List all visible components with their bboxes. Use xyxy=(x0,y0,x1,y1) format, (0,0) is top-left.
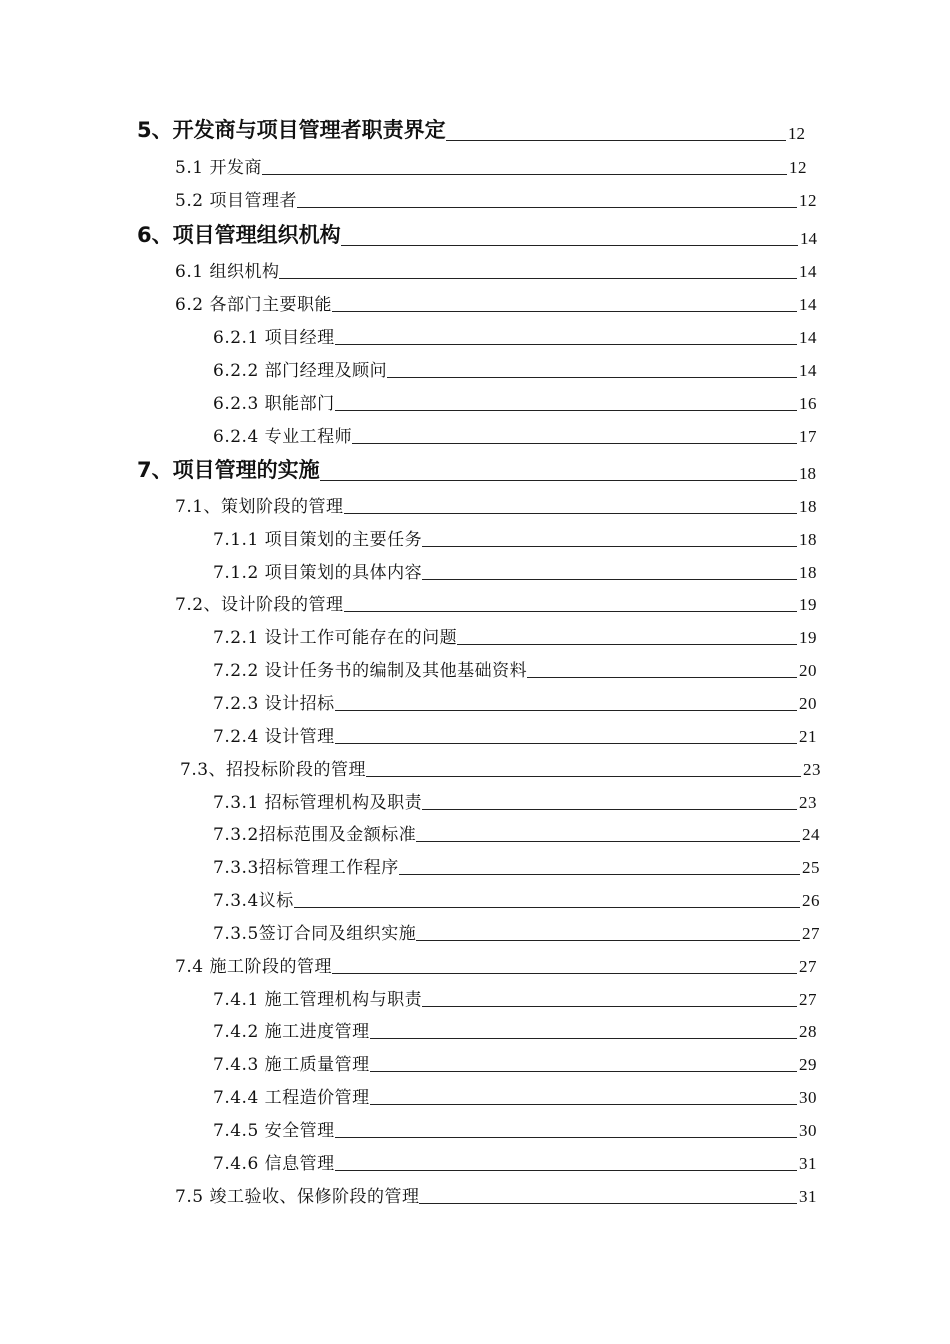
toc-page-number: 21 xyxy=(799,727,817,746)
toc-page-number: 20 xyxy=(799,694,817,713)
toc-page-number: 14 xyxy=(800,229,817,248)
toc-entry-label: 7.4.6 信息管理 xyxy=(213,1154,335,1174)
toc-leader-line xyxy=(366,776,801,777)
toc-entry-7-4[interactable] xyxy=(175,951,817,977)
toc-page-number: 28 xyxy=(799,1022,817,1041)
toc-entry-label: 7.4.5 安全管理 xyxy=(213,1121,335,1141)
toc-page-number: 18 xyxy=(799,530,817,549)
toc-entry-7-2-4[interactable] xyxy=(213,721,817,747)
toc-entry-label: 6.1 组织机构 xyxy=(175,262,280,282)
toc-leader-line xyxy=(279,278,797,279)
toc-page-number: 31 xyxy=(799,1187,817,1206)
toc-page-number: 30 xyxy=(799,1121,817,1140)
toc-entry-5-2[interactable] xyxy=(175,185,817,211)
toc-entry-5[interactable] xyxy=(137,114,805,144)
toc-entry-7-5[interactable] xyxy=(175,1181,817,1207)
toc-page-number: 27 xyxy=(799,990,817,1009)
toc-leader-line xyxy=(341,245,798,246)
toc-entry-7-1-2[interactable] xyxy=(213,557,817,583)
toc-entry-7-2-3[interactable] xyxy=(213,688,817,714)
toc-entry-label: 6.2.4 专业工程师 xyxy=(213,427,353,447)
toc-entry-label: 7.1.1 项目策划的主要任务 xyxy=(213,530,423,550)
toc-leader-line xyxy=(335,1137,797,1138)
toc-page-number: 30 xyxy=(799,1088,817,1107)
toc-leader-line xyxy=(344,611,797,612)
toc-page-number: 23 xyxy=(799,793,817,812)
toc-page-number: 18 xyxy=(799,464,816,483)
toc-leader-line xyxy=(335,743,797,744)
toc-entry-label: 6.2.2 部门经理及顾问 xyxy=(213,361,388,381)
toc-leader-line xyxy=(320,480,797,481)
toc-leader-line xyxy=(416,940,800,941)
toc-page-number: 25 xyxy=(802,858,820,877)
toc-leader-line xyxy=(370,1071,797,1072)
toc-entry-label: 7.1、策划阶段的管理 xyxy=(175,497,344,517)
toc-page-number: 12 xyxy=(788,124,805,143)
toc-entry-label: 7.3.4议标 xyxy=(213,891,294,911)
toc-entry-6-2-4[interactable] xyxy=(213,421,817,447)
toc-entry-label: 7.2、设计阶段的管理 xyxy=(175,595,344,615)
toc-entry-7-3-1[interactable] xyxy=(213,787,817,813)
toc-entry-label: 7.3.5签订合同及组织实施 xyxy=(213,924,417,944)
toc-page-number: 12 xyxy=(799,191,817,210)
toc-page-number: 18 xyxy=(799,563,817,582)
toc-entry-7[interactable] xyxy=(137,454,816,484)
toc-leader-line xyxy=(262,174,787,175)
toc-page-number: 26 xyxy=(802,891,820,910)
toc-entry-7-4-5[interactable] xyxy=(213,1115,817,1141)
toc-entry-7-4-2[interactable] xyxy=(213,1016,817,1042)
toc-entry-label: 7.3.2招标范围及金额标准 xyxy=(213,825,417,845)
toc-leader-line xyxy=(422,579,797,580)
toc-page-number: 20 xyxy=(799,661,817,680)
toc-entry-7-1[interactable] xyxy=(175,491,817,517)
toc-entry-label: 5、开发商与项目管理者职责界定 xyxy=(137,118,446,142)
toc-page-number: 14 xyxy=(799,361,817,380)
toc-entry-6-2[interactable] xyxy=(175,289,817,315)
toc-leader-line xyxy=(335,1170,797,1171)
toc-entry-7-4-4[interactable] xyxy=(213,1082,817,1108)
toc-entry-6[interactable] xyxy=(137,219,817,249)
toc-entry-7-2-2[interactable] xyxy=(213,655,817,681)
toc-entry-7-3-5[interactable] xyxy=(213,918,820,944)
toc-entry-7-3-2[interactable] xyxy=(213,819,820,845)
toc-leader-line xyxy=(335,344,797,345)
toc-entry-label: 7.3.1 招标管理机构及职责 xyxy=(213,793,423,813)
toc-entry-6-2-2[interactable] xyxy=(213,355,817,381)
toc-page-number: 19 xyxy=(799,595,817,614)
toc-leader-line xyxy=(370,1038,797,1039)
toc-entry-label: 7.2.4 设计管理 xyxy=(213,727,335,747)
toc-entry-label: 5.2 项目管理者 xyxy=(175,191,297,211)
toc-entry-label: 7.2.1 设计工作可能存在的问题 xyxy=(213,628,458,648)
toc-entry-7-3-3[interactable] xyxy=(213,852,820,878)
toc-entry-label: 6.2.3 职能部门 xyxy=(213,394,335,414)
toc-leader-line xyxy=(332,973,797,974)
toc-entry-7-4-1[interactable] xyxy=(213,984,817,1010)
toc-entry-label: 5.1 开发商 xyxy=(175,158,262,178)
toc-entry-label: 7.4.3 施工质量管理 xyxy=(213,1055,370,1075)
toc-entry-label: 6、项目管理组织机构 xyxy=(137,223,341,247)
toc-leader-line xyxy=(422,809,797,810)
toc-entry-label: 7、项目管理的实施 xyxy=(137,458,320,482)
toc-leader-line xyxy=(419,1203,797,1204)
toc-page-number: 27 xyxy=(802,924,820,943)
toc-leader-line xyxy=(297,207,797,208)
toc-entry-7-3-4[interactable] xyxy=(213,885,820,911)
toc-entry-label: 7.2.3 设计招标 xyxy=(213,694,335,714)
toc-page-number: 23 xyxy=(803,760,821,779)
toc-page-number: 19 xyxy=(799,628,817,647)
toc-leader-line xyxy=(457,644,797,645)
toc-page-number: 14 xyxy=(799,262,817,281)
toc-entry-label: 7.2.2 设计任务书的编制及其他基础资料 xyxy=(213,661,528,681)
toc-entry-label: 7.3.3招标管理工作程序 xyxy=(213,858,399,878)
toc-page-number: 12 xyxy=(789,158,807,177)
toc-leader-line xyxy=(344,513,797,514)
toc-entry-7-2[interactable] xyxy=(175,589,817,615)
toc-page-number: 17 xyxy=(799,427,817,446)
toc-page-number: 18 xyxy=(799,497,817,516)
toc-leader-line xyxy=(399,874,800,875)
toc-page-number: 31 xyxy=(799,1154,817,1173)
toc-leader-line xyxy=(446,140,786,141)
toc-entry-7-4-3[interactable] xyxy=(213,1049,817,1075)
toc-page-number: 14 xyxy=(799,328,817,347)
toc-entry-6-2-1[interactable] xyxy=(213,322,817,348)
toc-entry-5-1[interactable] xyxy=(175,152,807,178)
toc-leader-line xyxy=(332,311,797,312)
toc-entry-6-2-3[interactable] xyxy=(213,388,817,414)
toc-entry-7-2-1[interactable] xyxy=(213,622,817,648)
toc-entry-6-1[interactable] xyxy=(175,256,817,282)
toc-leader-line xyxy=(294,907,800,908)
toc-leader-line xyxy=(387,377,797,378)
toc-leader-line xyxy=(335,710,797,711)
toc-leader-line xyxy=(527,677,797,678)
toc-entry-7-3[interactable] xyxy=(180,754,821,780)
toc-entry-label: 7.4.4 工程造价管理 xyxy=(213,1088,370,1108)
toc-leader-line xyxy=(422,546,797,547)
toc-entry-label: 7.4.2 施工进度管理 xyxy=(213,1022,370,1042)
toc-entry-7-1-1[interactable] xyxy=(213,524,817,550)
toc-leader-line xyxy=(422,1006,797,1007)
toc-entry-label: 7.1.2 项目策划的具体内容 xyxy=(213,563,423,583)
toc-entry-label: 7.3、招投标阶段的管理 xyxy=(180,760,367,780)
toc-leader-line xyxy=(370,1104,797,1105)
toc-entry-7-4-6[interactable] xyxy=(213,1148,817,1174)
toc-page-number: 24 xyxy=(802,825,820,844)
toc-entry-label: 7.4 施工阶段的管理 xyxy=(175,957,332,977)
toc-entry-label: 7.4.1 施工管理机构与职责 xyxy=(213,990,423,1010)
toc-entry-label: 6.2 各部门主要职能 xyxy=(175,295,332,315)
toc-page-number: 16 xyxy=(799,394,817,413)
toc-leader-line xyxy=(335,410,797,411)
toc-page-number: 27 xyxy=(799,957,817,976)
toc-page-number: 14 xyxy=(799,295,817,314)
toc-page-number: 29 xyxy=(799,1055,817,1074)
toc-entry-label: 7.5 竣工验收、保修阶段的管理 xyxy=(175,1187,420,1207)
toc-leader-line xyxy=(416,841,800,842)
toc-entry-label: 6.2.1 项目经理 xyxy=(213,328,335,348)
toc-leader-line xyxy=(352,443,797,444)
